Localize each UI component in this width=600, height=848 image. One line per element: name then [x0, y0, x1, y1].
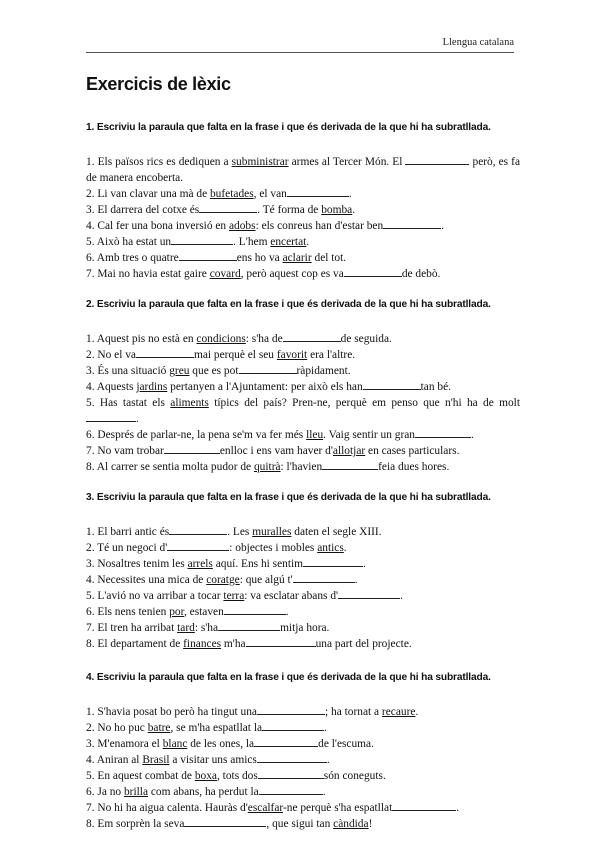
exercise-item: 8. Em sorprèn la seva , que sigui tan càndida!: [86, 818, 373, 830]
exercise-item: 4. Aniran al Brasil a visitar uns amics .: [86, 754, 330, 766]
underlined-word: aclarir: [282, 252, 312, 264]
exercise-item: 2. No ho puc batre, se m'ha espatllat la .: [86, 722, 327, 734]
underlined-word: brilla: [123, 786, 149, 798]
underlined-word: por: [169, 606, 184, 618]
answer-blank[interactable]: [258, 768, 324, 779]
underlined-word: bomba: [321, 204, 353, 216]
exercise-instruction: 1. Escriviu la paraula que falta en la frase i que és derivada de la que hi ha subratllada.: [86, 122, 491, 133]
answer-blank[interactable]: [262, 720, 324, 731]
underlined-word: subministrar: [231, 156, 289, 168]
answer-blank[interactable]: [254, 736, 318, 747]
answer-blank[interactable]: [287, 186, 349, 197]
exercise-item: 6. Ja no brilla com abans, ha perdut la .: [86, 786, 326, 798]
underlined-word: escalfar: [247, 802, 283, 814]
underlined-word: antics: [317, 542, 344, 554]
underlined-word: covard: [209, 268, 241, 280]
exercise-item: 4. Aquests jardins pertanyen a l'Ajuntament: per això els han tan bé.: [86, 381, 452, 393]
exercise-section-1: [86, 121, 520, 282]
answer-blank[interactable]: [224, 604, 286, 615]
exercise-items: [86, 331, 520, 475]
underlined-word: terra: [223, 590, 245, 602]
exercise-item: 5. Has tastat els aliments típics del país? Pren-ne, perquè em penso que n'hi ha de molt.: [86, 397, 520, 425]
answer-blank[interactable]: [293, 572, 355, 583]
exercise-item: 3. Nosaltres tenim les arrels aquí. Ens hi sentim .: [86, 558, 366, 570]
exercise-item: 4. Necessites una mica de coratge: que algú t' .: [86, 574, 358, 586]
underlined-word: condicions: [196, 333, 246, 345]
answer-blank[interactable]: [283, 331, 341, 342]
underlined-word: quitrà: [253, 461, 281, 473]
answer-blank[interactable]: [338, 588, 400, 599]
exercise-item: 1. El barri antic és . Les muralles daten el segle XIII.: [86, 526, 382, 538]
exercise-item: 2. No el va mai perquè el seu favorit era l'altre.: [86, 349, 356, 361]
exercise-section-2: [86, 298, 520, 475]
exercise-item: 3. M'enamora el blanc de les ones, la de l'escuma.: [86, 738, 374, 750]
exercise-item: 1. Els països rics es dediquen a subministrar armes al Tercer Món. El però, es fa de manera encoberta.: [86, 156, 521, 184]
answer-blank[interactable]: [246, 636, 316, 647]
answer-blank[interactable]: [86, 411, 136, 422]
exercise-items: [86, 154, 520, 282]
underlined-word: allotjar: [332, 445, 366, 457]
answer-blank[interactable]: [363, 379, 421, 390]
underlined-word: lleu: [306, 429, 324, 441]
underlined-word: muralles: [252, 526, 292, 538]
answer-blank[interactable]: [392, 800, 456, 811]
underlined-word: adobs: [228, 220, 256, 232]
answer-blank[interactable]: [199, 202, 257, 213]
exercise-section-3: [86, 491, 520, 652]
exercise-items: [86, 704, 520, 832]
answer-blank[interactable]: [303, 556, 363, 567]
answer-blank[interactable]: [239, 363, 297, 374]
answer-blank[interactable]: [171, 234, 233, 245]
underlined-word: aliments: [170, 397, 209, 409]
underlined-word: greu: [169, 365, 190, 377]
exercise-instruction: 3. Escriviu la paraula que falta en la frase i que és derivada de la que hi ha subratllada.: [86, 492, 491, 503]
underlined-word: favorit: [276, 349, 308, 361]
answer-blank[interactable]: [344, 266, 402, 277]
underlined-word: boxa: [194, 770, 217, 782]
answer-blank[interactable]: [167, 540, 229, 551]
answer-blank[interactable]: [218, 620, 280, 631]
exercise-item: 5. Això ha estat un . L'hem encertat.: [86, 236, 310, 248]
answer-blank[interactable]: [169, 524, 227, 535]
underlined-word: bufetades: [209, 188, 254, 200]
exercise-instruction: 2. Escriviu la paraula que falta en la frase i que és derivada de la que hi ha subratllada.: [86, 299, 491, 310]
exercise-item: 2. Té un negoci d' : objectes i mobles antics.: [86, 542, 347, 554]
underlined-word: batre: [147, 722, 171, 734]
exercise-item: 7. El tren ha arribat tard: s'ha mitja hora.: [86, 622, 330, 634]
page-title: Exercicis de lèxic: [86, 74, 231, 94]
answer-blank[interactable]: [164, 443, 220, 454]
exercise-item: 6. Amb tres o quatre ens ho va aclarir del tot.: [86, 252, 347, 264]
exercise-item: 5. En aquest combat de boxa, tots dos són coneguts.: [86, 770, 386, 782]
exercise-item: 1. S'havia posat bo però ha tingut una ; ha tornat a recaure.: [86, 706, 419, 718]
exercise-item: 2. Li van clavar una mà de bufetades, el van .: [86, 188, 352, 200]
exercise-instruction: 4. Escriviu la paraula que falta en la frase i que és derivada de la que hi ha subratllada.: [86, 672, 491, 683]
underlined-word: jardins: [136, 381, 168, 393]
underlined-word: blanc: [162, 738, 188, 750]
exercise-item: 3. És una situació greu que es pot ràpidament.: [86, 365, 351, 377]
answer-blank[interactable]: [405, 154, 469, 165]
answer-blank[interactable]: [322, 459, 378, 470]
exercise-item: 8. Al carrer se sentia molta pudor de quitrà: l'havien feia dues hores.: [86, 461, 450, 473]
answer-blank[interactable]: [257, 704, 325, 715]
exercise-item: 5. L'avió no va arribar a tocar terra: va esclatar abans d' .: [86, 590, 403, 602]
exercise-items: [86, 524, 520, 652]
underlined-word: recaure: [381, 706, 416, 718]
exercise-section-4: [86, 671, 520, 832]
underlined-word: arrels: [187, 558, 213, 570]
underlined-word: càndida: [333, 818, 369, 830]
answer-blank[interactable]: [136, 347, 194, 358]
answer-blank[interactable]: [259, 784, 323, 795]
answer-blank[interactable]: [415, 427, 471, 438]
underlined-word: Brasil: [142, 754, 170, 766]
answer-blank[interactable]: [383, 218, 441, 229]
answer-blank[interactable]: [179, 250, 237, 261]
answer-blank[interactable]: [184, 816, 266, 827]
underlined-word: encertat: [270, 236, 307, 248]
underlined-word: tard: [177, 622, 195, 634]
exercise-item: 4. Cal fer una bona inversió en adobs: els conreus han d'estar ben .: [86, 220, 445, 232]
exercise-item: 7. Mai no havia estat gaire covard, però aquest cop es va de debò.: [86, 268, 441, 280]
exercise-item: 7. No hi ha aigua calenta. Hauràs d'escalfar-ne perquè s'ha espatllat .: [86, 802, 460, 814]
header-divider: [86, 52, 514, 53]
exercise-item: 1. Aquest pis no està en condicions: s'ha de de seguida.: [86, 333, 392, 345]
exercise-item: 8. El departament de finances m'ha una part del projecte.: [86, 638, 412, 650]
exercise-item: 6. Els nens tenien por, estaven .: [86, 606, 289, 618]
underlined-word: coratge: [206, 574, 240, 586]
answer-blank[interactable]: [257, 752, 327, 763]
underlined-word: finances: [183, 638, 222, 650]
exercise-item: 3. El darrera del cotxe és . Té forma de bomba.: [86, 204, 356, 216]
document-header-subject: Llengua catalana: [442, 37, 514, 48]
exercise-item: 6. Després de parlar-ne, la pena se'm va fer més lleu. Vaig sentir un gran .: [86, 429, 474, 441]
exercise-item: 7. No vam trobar enlloc i ens vam haver d'allotjar en cases particulars.: [86, 445, 460, 457]
